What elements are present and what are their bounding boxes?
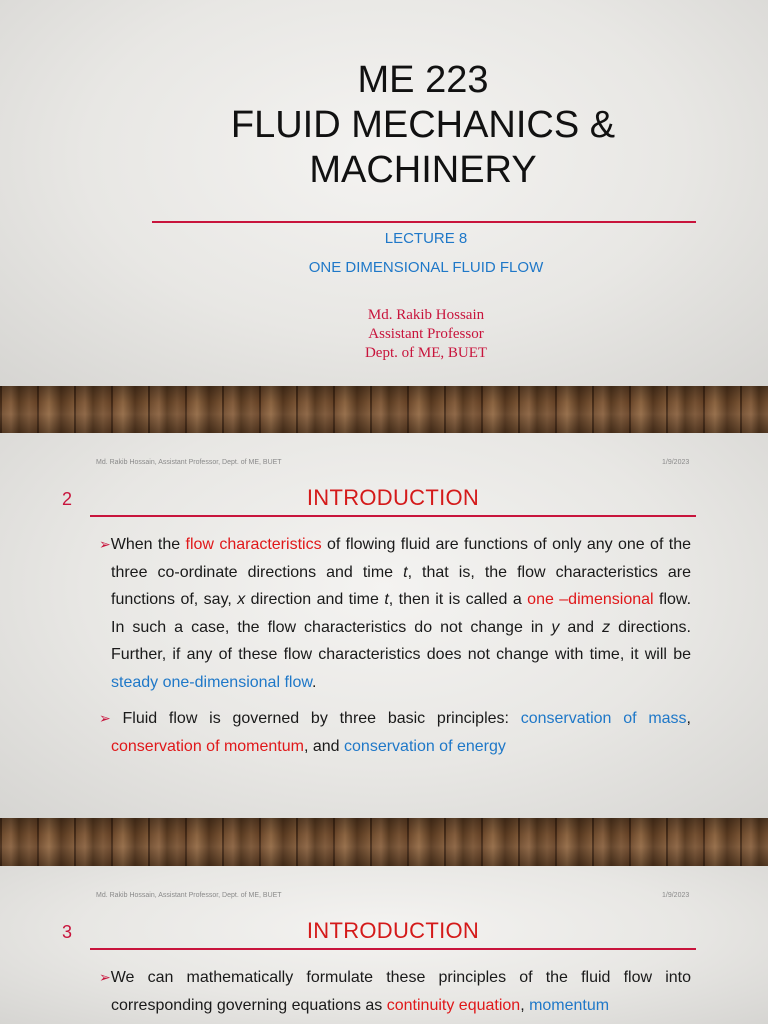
text: , then it is called a: [388, 591, 528, 608]
bullet-arrow-icon: ➢: [99, 710, 111, 726]
text: .: [312, 673, 317, 691]
text: directions. Further, if any of these flow characteristics does not change with time, it will be: [111, 618, 691, 663]
lecture-label: LECTURE 8: [384, 230, 468, 247]
author-name: Md. Rakib Hossain: [367, 307, 485, 323]
wood-floor-decoration: [0, 386, 768, 433]
slide-footer-date: 1/9/2023: [662, 459, 690, 466]
heading-divider: [90, 515, 696, 517]
paragraph-governing-equations: [99, 964, 691, 1019]
heading-divider: [90, 948, 696, 950]
bullet-arrow-icon: ➢: [99, 536, 111, 552]
slide-footer-author: Md. Rakib Hossain, Assistant Professor, Dept. of ME, BUET: [96, 892, 282, 899]
paragraph-one-dimensional-flow: [99, 531, 692, 696]
text: , and: [303, 737, 345, 755]
var-z: z: [602, 618, 611, 636]
var-t: t: [384, 591, 389, 608]
title-slide: [0, 0, 768, 386]
slide-heading: INTRODUCTION: [306, 918, 480, 943]
slide-heading: INTRODUCTION: [306, 485, 480, 510]
lecture-topic: ONE DIMENSIONAL FLUID FLOW: [308, 259, 544, 276]
slide-number: 2: [62, 489, 73, 509]
var-y: y: [551, 618, 560, 636]
slide-2: [0, 433, 768, 818]
term-steady-one-dimensional-flow: steady one-dimensional flow: [111, 673, 313, 691]
text: ,: [686, 710, 691, 727]
text: flow. In such a case, the flow characteristics do not change in: [111, 591, 692, 636]
slide-3: [0, 866, 768, 1024]
term-conservation-of-momentum: conservation of momentum: [111, 737, 304, 755]
bullet-arrow-icon: ➢: [99, 969, 111, 985]
term-continuity-equation: continuity equation: [386, 996, 521, 1014]
title-divider: [152, 221, 696, 223]
term-flow-characteristics: flow characteristics: [185, 536, 322, 553]
term-momentum: momentum: [529, 996, 610, 1014]
course-code: ME 223: [357, 59, 489, 101]
slide-footer-date: 1/9/2023: [662, 892, 690, 899]
course-title: [140, 58, 706, 193]
text: direction and time: [245, 591, 385, 608]
var-x: x: [237, 591, 246, 608]
var-t: t: [403, 563, 408, 581]
text: We can mathematically formulate these principles of the fluid flow into corresponding governing equations as: [110, 969, 691, 1014]
wood-floor-decoration: [0, 818, 768, 866]
text: and: [559, 618, 603, 636]
paragraph-basic-principles: [99, 705, 691, 760]
term-conservation-of-mass: conservation of mass: [520, 710, 687, 727]
text: When the: [110, 536, 186, 553]
course-name-line1: FLUID MECHANICS &: [230, 104, 616, 146]
slide-number: 3: [62, 922, 73, 942]
author-dept: Dept. of ME, BUET: [364, 345, 488, 361]
text: ,: [520, 996, 530, 1014]
text: , that is, the flow characteristics are functions of, say,: [111, 563, 691, 608]
author-block: [0, 306, 768, 363]
text: Fluid flow is governed by three basic principles:: [110, 710, 521, 727]
slide-footer-author: Md. Rakib Hossain, Assistant Professor, Dept. of ME, BUET: [96, 459, 282, 466]
course-name-line2: MACHINERY: [309, 149, 537, 191]
term-one-dimensional: one –dimensional: [527, 591, 654, 608]
term-conservation-of-energy: conservation of energy: [344, 737, 506, 755]
text: of flowing fluid are functions of only any one of the three co-ordinate directions and time: [111, 536, 691, 581]
author-title: Assistant Professor: [368, 326, 484, 342]
